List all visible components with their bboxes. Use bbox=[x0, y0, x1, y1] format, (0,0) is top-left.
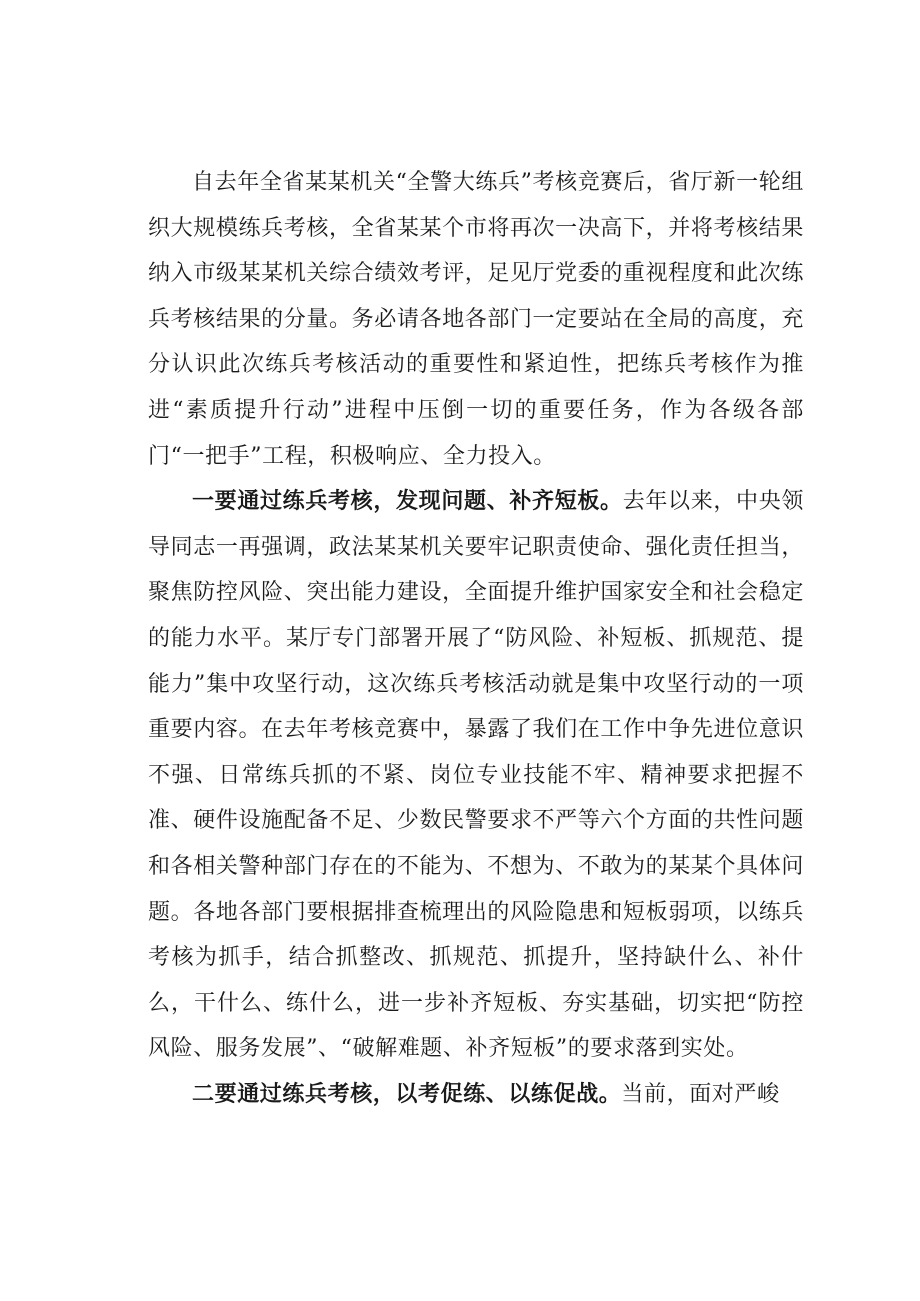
paragraph-intro-text: 自去年全省某某机关“全警大练兵”考核竞赛后，省厅新一轮组织大规模练兵考核，全省某某个市将再次一决高下，并将考核结果纳入市级某某机关综合绩效考评，足见厅党委的重视程度和此次练兵考核结果的分量。务必请各地各部门一定要站在全局的高度，充分认识此次练兵考核活动的重要性和紧迫性，把练兵考核作为推进“素质提升行动”进程中压倒一切的重要任务，作为各级各部门“一把手”工程，积极响应、全力投入。 bbox=[148, 170, 804, 469]
paragraph-point-one bbox=[148, 479, 804, 1072]
paragraph-point-one-heading: 一要通过练兵考核，发现问题、补齐短板。 bbox=[192, 488, 623, 515]
paragraph-point-two-text: 当前，面对严峻 bbox=[621, 1081, 780, 1107]
document-body bbox=[148, 160, 804, 1117]
paragraph-point-two-heading: 二要通过练兵考核，以考促练、以练促战。 bbox=[192, 1080, 622, 1107]
paragraph-point-one-text: 去年以来，中央领导同志一再强调，政法某某机关要牢记职责使命、强化责任担当，聚焦防控风险、突出能力建设，全面提升维护国家安全和社会稳定的能力水平。某厅专门部署开展了“防风险、补短板、抓规范、提能力”集中攻坚行动，这次练兵考核活动就是集中攻坚行动的一项重要内容。在去年考核竞赛中，暴露了我们在工作中争先进位意识不强、日常练兵抓的不紧、岗位专业技能不牢、精神要求把握不准、硬件设施配备不足、少数民警要求不严等六个方面的共性问题和各相关警种部门存在的不能为、不想为、不敢为的某某个具体问题。各地各部门要根据排查梳理出的风险隐患和短板弱项，以练兵考核为抓手，结合抓整改、抓规范、抓提升，坚持缺什么、补什么，干什么、练什么，进一步补齐短板、夯实基础，切实把“防控风险、服务发展”、“破解难题、补齐短板”的要求落到实处。 bbox=[148, 489, 804, 1062]
paragraph-point-two bbox=[148, 1072, 804, 1118]
paragraph-intro bbox=[148, 160, 804, 479]
